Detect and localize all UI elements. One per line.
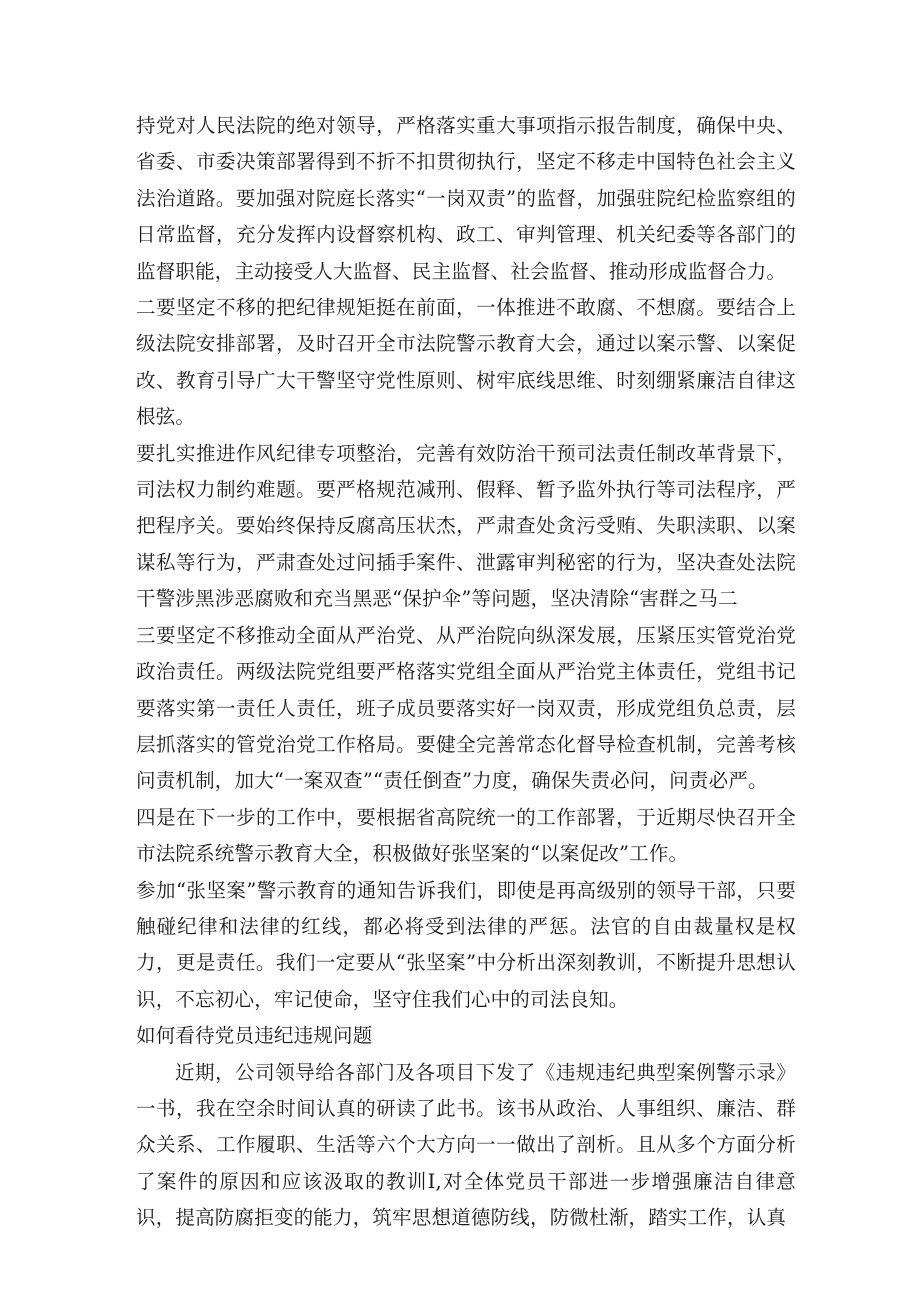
document-body [136,108,796,1237]
paragraph-work-style-rectification: 要扎实推进作风纪律专项整治，完善有效防治干预司法责任制改革背景下，司法权力制约难题。要严格规范减刑、假释、暂予监外执行等司法程序，严把程序关。要始终保持反腐高压状杰，严肃查处贪污受贿、失职渎职、以案谋私等行为，严肃查处过问插手案件、泄露审判秘密的行为，坚决查处法院干警涉黑涉恶腐败和充当黑恶“保护伞”等问题，坚决清除“害群之马二 [136,441,796,611]
paragraph-case-book: 近期，公司领导给各部门及各项目下发了《违规违纪典型案例警示录》一书，我在空余时间认真的研读了此书。该书从政治、人事组织、廉洁、群众关系、工作履职、生活等六个大方向一一做出了剖析。且从多个方面分析了案件的原因和应该汲取的教训I,对全体党员干部进一步增强廉洁自律意识，提高防腐拒变的能力，筑牢思想道德防线，防微杜渐，踏实工作，认真 [136,1060,796,1230]
paragraph-party-leadership: 持党对人民法院的绝对领导，严格落实重大事项指示报告制度，确保中央、省委、市委决策部署得到不折不扣贯彻执行，坚定不移走中国特色社会主义法治道路。要加强对院庭长落实“一岗双责”的监督，加强驻院纪检监察组的日常监督，充分发挥内设督察机构、政工、审判管理、机关纪委等各部门的监督职能，主动接受人大监督、民主监督、社会监督、推动形成监督合力。 [136,114,796,283]
paragraph-case-warning: 参加“张坚案”警示教育的通知告诉我们，即使是再高级别的领导干部，只要触碰纪律和法律的红线，都必将受到法律的严惩。法官的自由裁量权是权力，更是责任。我们一定要从“张坚案”中分析出深刻教训，不断提升思想认识，不忘初心，牢记使命，坚守住我们心中的司法良知。 [136,878,796,1011]
paragraph-strict-governance: 三要坚定不移推动全面从严治党、从严治院向纵深发展，压紧压实管党治党政治责任。两级法院党组要严格落实党组全面从严治党主体责任，党组书记要落实第一责任人责任，班子成员要落实好一岗双责，形成党组负总责，层层抓落实的管党治党工作格局。要健全完善常态化督导检查机制，完善考核问责机制，加大“一案双查”“责任倒查”力度，确保失责必问，问责必严。 [136,623,796,793]
paragraph-discipline-rules: 二要坚定不移的把纪律规矩挺在前面，一体推进不敢腐、不想腐。要结合上级法院安排部署，及时召开全市法院警示教育大会，通过以案示警、以案促改、教育引导广大干警坚守党性原则、树牢底线思维、时刻绷紧廉洁自律这根弦。 [136,296,796,429]
paragraph-next-steps: 四是在下一步的工作中，要根据省高院统一的工作部署，于近期尽快召开全市法院系统警示教育大全，积极做好张坚案的“以案促改”工作。 [136,805,796,866]
section-heading: 如何看待党员违纪违规问题 [136,1024,373,1048]
